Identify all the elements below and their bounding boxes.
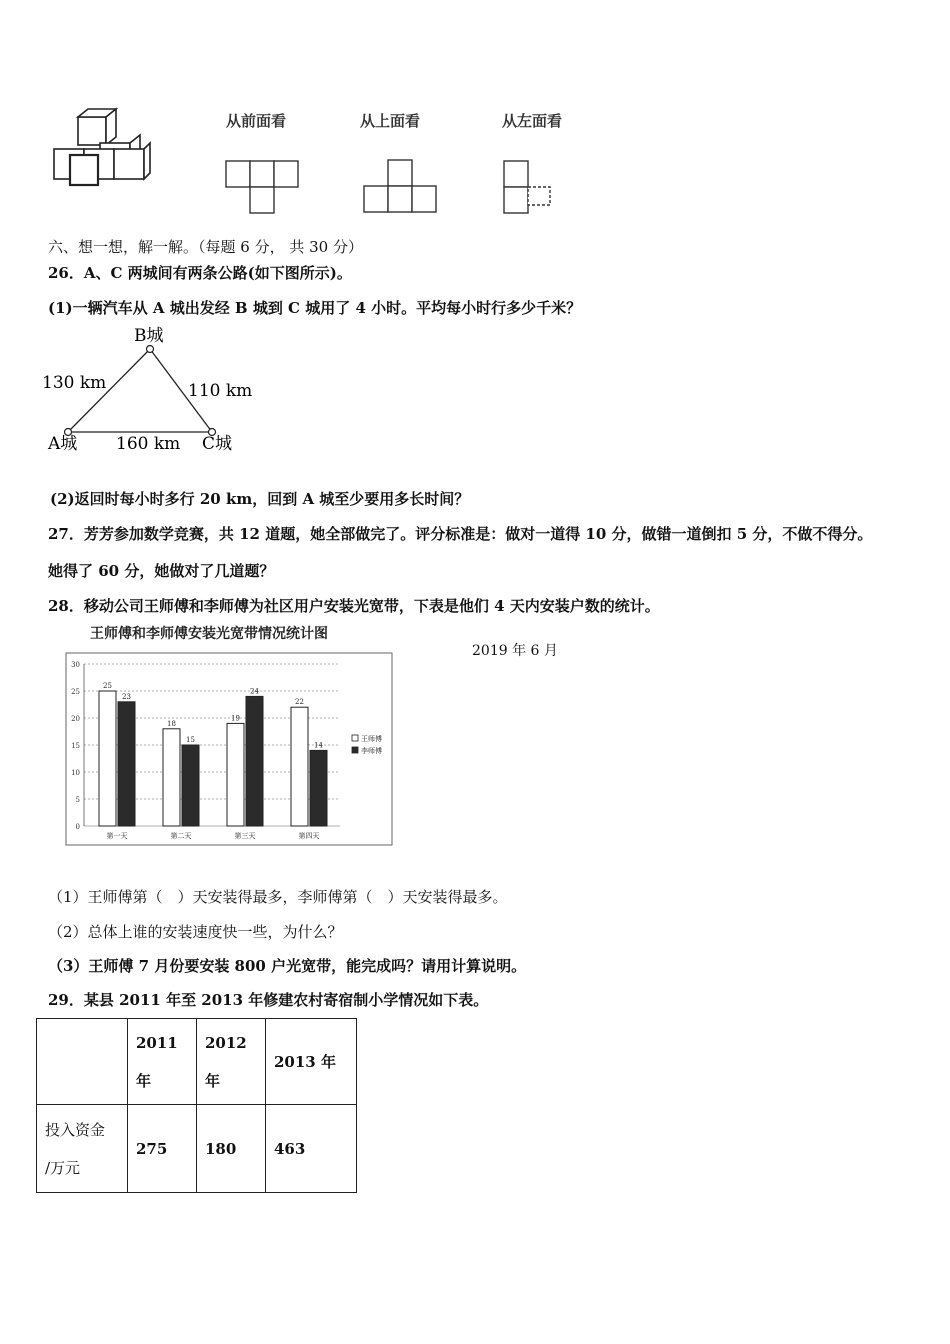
data-label: 18	[167, 719, 176, 728]
bar	[163, 729, 180, 826]
x-tick-label: 第一天	[106, 832, 128, 840]
bar	[99, 691, 116, 826]
front-view-label: 从前面看	[226, 112, 287, 130]
x-tick-label: 第二天	[170, 832, 192, 840]
bar	[118, 702, 135, 826]
q26-part2: (2)返回时每小时多行 20 km，回到 A 城至少要用多长时间？	[50, 490, 470, 508]
table-header-row	[37, 1019, 357, 1105]
y-tick-label: 5	[75, 796, 80, 804]
table-header-cell	[37, 1019, 128, 1105]
y-tick-label: 15	[71, 742, 80, 750]
q26-stem: 26．A、C 两城间有两条公路(如下图所示)。	[48, 264, 352, 282]
city-a-label: A城	[48, 434, 78, 454]
left-view-drawing	[500, 158, 556, 216]
city-c-label: C城	[202, 434, 233, 454]
y-tick-label: 20	[71, 715, 80, 723]
y-tick-label: 30	[71, 661, 80, 669]
top-view-drawing	[360, 156, 440, 216]
front-view-drawing	[224, 158, 304, 216]
legend-label: 李师傅	[361, 747, 382, 755]
table-cell: 275	[128, 1105, 197, 1193]
legend-swatch	[352, 735, 358, 741]
bar	[227, 723, 244, 826]
q27-line1: 27．芳芳参加数学竞赛，共 12 道题，她全部做完了。评分标准是：做对一道得 10 分，做错一道倒扣 5 分，不做不得分。	[48, 525, 873, 543]
bar	[246, 696, 263, 826]
distance-ab-label: 130 km	[42, 373, 107, 393]
investment-table	[36, 1018, 357, 1193]
distance-ac-label: 160 km	[116, 434, 181, 454]
installation-bar-chart	[60, 620, 400, 852]
x-tick-label: 第三天	[234, 832, 256, 840]
y-tick-label: 10	[71, 769, 80, 777]
table-header-cell: 2013 年	[266, 1019, 357, 1105]
y-tick-label: 25	[71, 688, 80, 696]
section-heading: 六、想一想，解一解。（每题 6 分， 共 30 分）	[48, 238, 363, 256]
q26-part1: (1)一辆汽车从 A 城出发经 B 城到 C 城用了 4 小时。平均每小时行多少千米？	[48, 299, 582, 317]
data-label: 24	[250, 687, 259, 696]
q29-stem: 29．某县 2011 年至 2013 年修建农村寄宿制小学情况如下表。	[48, 991, 489, 1009]
top-view-label: 从上面看	[360, 112, 421, 130]
bar	[182, 745, 199, 826]
table-cell: 463	[266, 1105, 357, 1193]
legend-label: 王师傅	[361, 735, 382, 743]
table-row-label	[37, 1105, 128, 1193]
table-header-cell: 2011年	[128, 1019, 197, 1105]
q28-q2: （2）总体上谁的安装速度快一些，为什么？	[48, 923, 343, 941]
distance-bc-label: 110 km	[188, 381, 253, 401]
table-header-cell: 2012年	[197, 1019, 266, 1105]
data-label: 19	[231, 714, 240, 723]
chart-title: 王师傅和李师傅安装光宽带情况统计图	[90, 626, 328, 642]
y-tick-label: 0	[75, 823, 80, 831]
q28-stem: 28．移动公司王师傅和李师傅为社区用户安装光宽带，下表是他们 4 天内安装户数的统计。	[48, 597, 660, 615]
city-b-label: B城	[134, 326, 164, 346]
data-label: 25	[103, 682, 112, 690]
chart-date: 2019 年 6 月	[472, 643, 558, 659]
table-row	[37, 1105, 357, 1193]
q28-q3: （3）王师傅 7 月份要安装 800 户光宽带，能完成吗？请用计算说明。	[48, 957, 527, 975]
cube-stack-figure	[50, 105, 160, 190]
x-tick-label: 第四天	[298, 832, 320, 840]
data-label: 23	[122, 692, 131, 701]
row-label-line2: /万元	[45, 1158, 81, 1177]
q27-line2: 她得了 60 分，她做对了几道题？	[48, 562, 275, 580]
row-label-line1: 投入资金	[45, 1120, 106, 1139]
table-cell: 180	[197, 1105, 266, 1193]
legend-swatch	[352, 747, 358, 753]
bar	[291, 707, 308, 826]
triangle-road-diagram	[36, 322, 266, 462]
data-label: 15	[186, 736, 195, 744]
bar	[310, 750, 327, 826]
q28-q1: （1）王师傅第（ ）天安装得最多，李师傅第（ ）天安装得最多。	[48, 888, 508, 906]
data-label: 14	[314, 741, 323, 750]
left-view-label: 从左面看	[502, 112, 563, 130]
data-label: 22	[295, 698, 304, 707]
